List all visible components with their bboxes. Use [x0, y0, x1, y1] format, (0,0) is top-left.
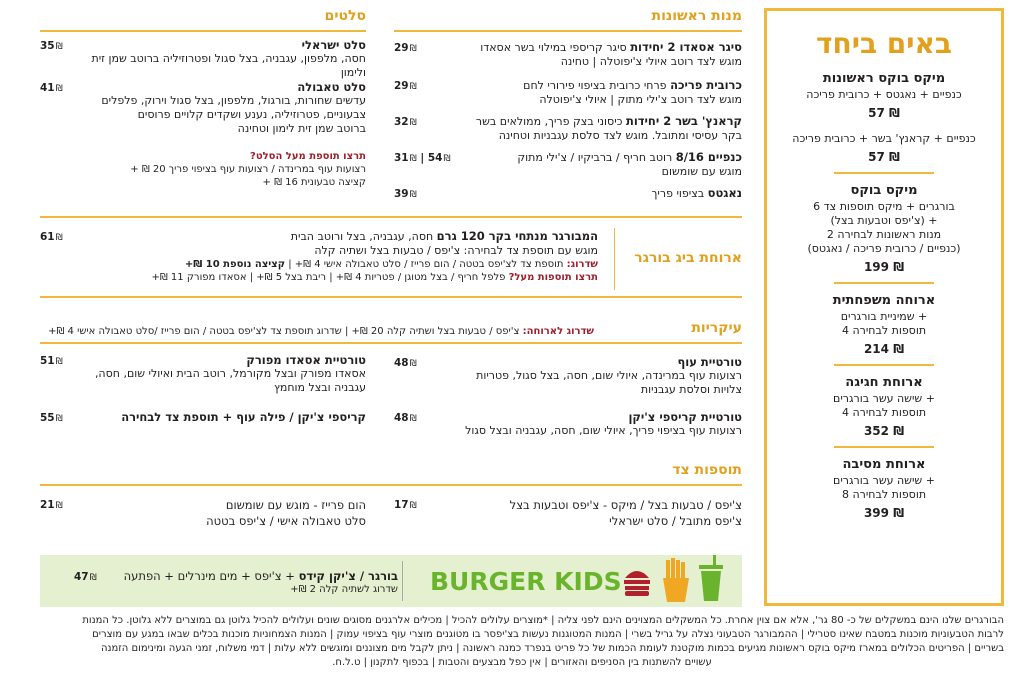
item-price: 32₪ — [394, 116, 417, 128]
burger-kids-logo: BURGER KIDS — [430, 567, 622, 596]
combo-panel — [764, 8, 1004, 606]
list-item — [64, 353, 366, 395]
item-title: המבורגר מנתחי בקר 120 גרם — [436, 229, 598, 243]
item-price: 47₪ — [74, 571, 97, 583]
item-desc: צ'יפס מתובל / סלט ישראלי — [609, 514, 742, 528]
item-desc: הום פרייז - מוגש עם שומשום — [225, 498, 366, 512]
list-item — [64, 80, 366, 136]
item-desc: צ'יפס / טבעות בצל / מיקס - צ'יפס וטבעות בצל — [509, 498, 742, 512]
upgrade-extra: קציצה נוספת 10 ₪+ — [184, 259, 286, 270]
combo-block — [767, 132, 1001, 164]
list-item — [420, 78, 742, 107]
item-price: 41₪ — [40, 82, 63, 94]
item-title: נאגטס — [707, 186, 742, 200]
upgrade-text: צ'יפס / טבעות בצל ושתיה קלה 20 ₪+ | שדרוג תוספת צד לצ'יפס בטטה / הום פרייז /סלט טאבולה אישי 4 ₪+ — [48, 326, 523, 337]
drink-icon — [696, 555, 726, 603]
combo-price: 399 ₪ — [863, 506, 905, 520]
footer-disclaimer — [40, 614, 1004, 670]
item-price: 61₪ — [40, 231, 63, 243]
combo-line: (צ'יפס וטבעות בצל) + — [830, 214, 938, 227]
big-burger-body — [70, 229, 598, 284]
item-desc: מוגש לצד רוטב איולי צ'יפוטלה | טחינה — [560, 55, 742, 68]
combo-block — [767, 292, 1001, 356]
kids-upgrade: שדרוג לשתיה קלה 2 ₪+ — [290, 584, 398, 595]
footer-line: בשריים | הפריטים הכלולים במארז מיקס בוקס ראשונות מגיעים בכמות מוקטנת לעומת הכמות של כל פריט בנפרד כמנה ראשונה | ניתן לקבל מים מצוננים ומוגשים ללא עלות | דמי משלוח, זמני הגעה ומינימום הזמנה — [100, 643, 1004, 654]
item-desc: צלויות וסלסת עגבניות — [640, 383, 742, 396]
addon-title: תרצו תוספת מעל הסלט? — [250, 151, 366, 162]
sides-divider — [40, 484, 742, 486]
combo-line: כנפיים + קראנץ' בשר + כרובית פריכה — [792, 132, 976, 145]
list-item — [470, 150, 742, 179]
item-desc: פרחי כרובית בציפוי פירורי לחם — [523, 79, 667, 92]
item-desc: מוגש לצד רוטב צ'ילי מתוק | איולי צ'יפוטלה — [539, 93, 742, 106]
addon-line: קציצה טבעונית 16 ₪ + — [262, 177, 366, 188]
upgrade-label: שדרוג: — [566, 259, 598, 270]
footer-line: עשויים להשתנות בין הסניפים והאזורים | אין כפל מבצעים והטבות | בכפוף לתקנון | ט.ל.ח. — [332, 657, 712, 668]
salads-title: סלטים — [324, 8, 366, 24]
addon-text: פלפל חריף / בצל מטוגן / פטריות 4 ₪+ | ריבת בצל 5 ₪+ | אסאדו מפורק 11 ₪+ — [151, 272, 509, 283]
mains-upgrade — [40, 325, 594, 338]
item-desc: כיסוני בצק פריך, ממולאים בשר — [475, 115, 623, 128]
item-desc: רוטב חריף / ברביקיו / צ'ילי מתוק — [517, 151, 673, 164]
item-price: 29₪ — [394, 42, 417, 54]
combo-title: ארוחת חגיגה — [845, 375, 923, 390]
sides-left — [64, 497, 366, 529]
footer-line: לרבות הטבעוניות מוכנות במטבח שאינו סטרילי | ההמבורגר הטבעוני נצלה על גריל בשרי | המנות המטוגנות נעשות בצ'יפסר בו מטוגנים מוצרי עוף בציפוי עמוק | המנות הצמחוניות מוכנות בכלים שבאו במגע עם מוצרים — [92, 629, 1004, 640]
mains-divider — [40, 342, 742, 344]
burger-side-line — [614, 228, 615, 290]
item-desc: מוגש עם תוספת צד לבחירה: צ'יפס / טבעות בצל ושתיה קלה — [314, 244, 598, 257]
item-desc: רצועות עוף במרינדה, איולי שום, חסה, בצל סגול, פטריות — [476, 369, 742, 382]
item-desc: בקר עסיסי ומתובל. מוגש לצד סלסת עגבניות וטחינה — [498, 129, 742, 142]
combo-line: שישה עשר בורגרים + — [833, 392, 935, 405]
combo-block — [767, 456, 1001, 520]
item-desc: צבעוניים, פטרוזיליה, נענע ושקדים קלויים פרוסים — [137, 108, 366, 121]
kids-title: בורגר / צ'יקן קידס — [298, 569, 398, 583]
addon-label: תרצו תוספות מעל? — [508, 272, 598, 283]
list-item — [420, 114, 742, 143]
item-title: טורטיית עוף — [677, 355, 742, 369]
item-title: טורטיית אסאדו מפורק — [246, 353, 366, 367]
kids-offer — [70, 569, 398, 596]
combo-price: 214 ₪ — [863, 342, 905, 356]
item-price: 31₪ | 54₪ — [394, 152, 451, 164]
panel-divider — [834, 446, 934, 448]
kids-banner — [40, 555, 742, 607]
salads-divider — [40, 30, 366, 32]
burger-divider-top — [40, 216, 742, 218]
sides-title: תוספות צד — [672, 462, 742, 478]
combo-block — [767, 182, 1001, 274]
item-title: טורטיית קריספי צ'יקן — [628, 410, 742, 424]
item-desc: בציפוי פריך — [651, 187, 705, 200]
combo-title: מיקס בוקס ראשונות — [822, 71, 946, 86]
item-desc: סיגר קריספי במילוי בשר אסאדו — [480, 41, 627, 54]
item-price: 48₪ — [394, 357, 417, 369]
fries-icon — [660, 558, 692, 602]
combo-line: 6 בורגרים + מיקס תוספות צד — [813, 200, 955, 213]
addon-line: רצועות עוף במרינדה / רצועות עוף בציפוי פריך 20 ₪ + — [130, 164, 366, 175]
item-desc: סלט טאבולה אישי / צ'יפס בטטה — [206, 514, 366, 528]
burger-divider-bottom — [40, 296, 742, 298]
sides-right — [420, 497, 742, 529]
mains-title: עיקריות — [691, 320, 742, 336]
footer-line: הבורגרים שלנו הינם במשקלים של כ- 80 גר', אלא אם צוין אחרת. כל המשקלים המצוינים הינם לפני צליה | *מוצרים עלולים להכיל | מכילים אלרגנים מסוגים שונים ועלולים להכיל גלוטן גם במוצרים ללא גלוטן. כל המנות — [82, 615, 1004, 626]
combo-price: 352 ₪ — [863, 424, 905, 438]
item-title: סלט ישראלי — [301, 38, 366, 52]
combo-title: מיקס בוקס — [850, 183, 918, 198]
panel-title: באים ביחד — [816, 27, 952, 60]
item-price: 51₪ — [40, 355, 63, 367]
item-price: 21₪ — [40, 499, 63, 511]
list-item — [420, 410, 742, 438]
list-item — [64, 410, 366, 424]
combo-line: 4 תוספות לבחירה — [841, 406, 927, 419]
combo-title: ארוחת מסיבה — [842, 457, 926, 472]
combo-line: 4 תוספות לבחירה — [841, 324, 927, 337]
starters-divider — [394, 30, 742, 32]
burger-icon — [622, 564, 652, 598]
item-price: 17₪ — [394, 499, 417, 511]
item-price: 39₪ — [394, 188, 417, 200]
item-title: סלט טאבולה — [297, 80, 366, 94]
list-item — [420, 355, 742, 397]
kids-desc: + צ'יפס + מים מינרלים + הפתעה — [123, 569, 299, 583]
item-price: 55₪ — [40, 412, 63, 424]
combo-line: שמיניית בורגרים + — [840, 310, 928, 323]
item-desc: עגבניה ובצל מוחמץ — [273, 381, 366, 394]
combo-line: כנפיים + נאגטס + כרובית פריכה — [806, 88, 962, 101]
combo-title: ארוחה משפחתית — [832, 293, 936, 308]
item-desc: רצועות עוף בציפוי פריך, איולי שום, חסה, עגבניה ובצל סגול — [465, 424, 742, 437]
upgrade-label: שדרוג לארוחה: — [522, 326, 594, 337]
combo-line: 2 מנות ראשונות לבחירה — [826, 228, 942, 241]
list-item — [420, 40, 742, 69]
combo-line: (כנפיים / כרובית פריכה / נאגטס) — [807, 242, 961, 255]
item-price: 48₪ — [394, 412, 417, 424]
item-desc: חסה, מלפפון, עגבניה, בצל סגול ופטרוזיליה ברוטב שמן זית ולימון — [91, 52, 366, 79]
combo-price: 57 ₪ — [868, 150, 900, 164]
item-desc: עדשים שחורות, בורגול, מלפפון, בצל סגול וירוק, פלפלים — [101, 94, 366, 107]
combo-price: 199 ₪ — [863, 260, 905, 274]
item-desc: ברוטב שמן זית לימון וטחינה — [237, 122, 366, 135]
combo-block — [767, 374, 1001, 438]
item-desc: חסה, עגבניה, בצל ורוטב הבית — [290, 230, 437, 243]
item-desc: אסאדו מפורק ובצל מקורמל, רוטב הבית ואיולי שום, חסה, — [94, 367, 366, 380]
item-title: כנפיים 8/16 — [675, 150, 742, 164]
upgrade-text: תוספת צד לצ'יפס בטטה / הום פרייז / סלט טאבולה אישי 4 ₪+ | — [285, 259, 567, 270]
item-title: כרובית פריכה — [670, 78, 742, 92]
kids-divider — [402, 561, 403, 601]
item-title: קריספי צ'יקן / פילה עוף + תוספת צד לבחירה — [121, 410, 366, 424]
panel-divider — [834, 282, 934, 284]
item-title: קראנץ' בשר 2 יחידות — [625, 114, 742, 128]
item-price: 29₪ — [394, 80, 417, 92]
salad-addon — [64, 150, 366, 189]
combo-line: 8 תוספות לבחירה — [841, 488, 927, 501]
starters-title: מנות ראשונות — [651, 8, 742, 24]
list-item — [64, 38, 366, 80]
panel-divider — [834, 364, 934, 366]
list-item — [420, 186, 742, 201]
item-desc: מוגש עם שומשום — [661, 165, 742, 178]
item-title: סיגר אסאדו 2 יחידות — [630, 40, 742, 54]
item-price: 35₪ — [40, 40, 63, 52]
big-burger-title: ארוחת ביג בורגר — [634, 250, 742, 266]
combo-price: 57 ₪ — [868, 106, 900, 120]
panel-divider — [834, 172, 934, 174]
combo-block — [767, 70, 1001, 120]
combo-line: שישה עשר בורגרים + — [833, 474, 935, 487]
